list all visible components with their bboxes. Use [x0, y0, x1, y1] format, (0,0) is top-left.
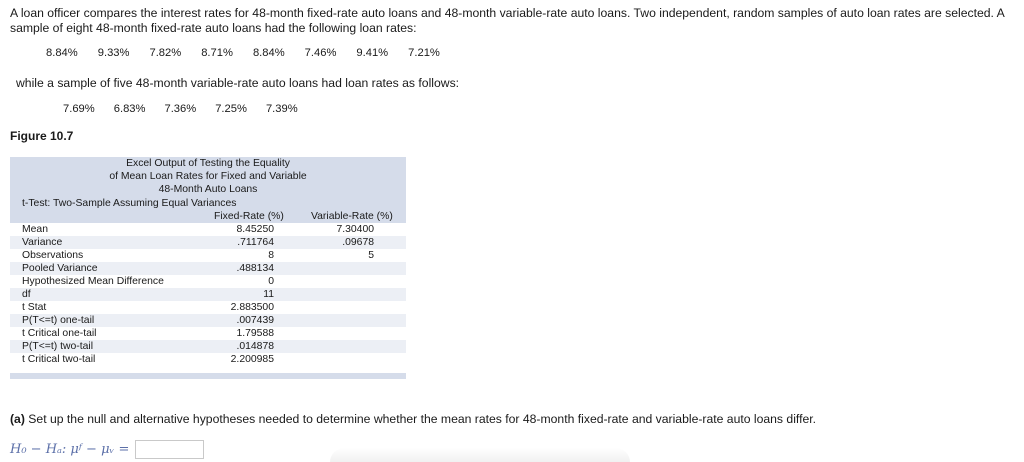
problem-intro: A loan officer compares the interest rates for 48-month fixed-rate auto loans and 48-month variable-rate auto loans. Two independent, random samples of auto loan rates are selected. A sample of eight 48-month fixed-rate auto loans had the following loan rates:	[10, 6, 1005, 35]
hypothesis-answer-input[interactable]	[135, 440, 204, 459]
bottom-fade	[330, 448, 630, 462]
stat-label: Mean	[22, 224, 48, 235]
hypothesis-label: H₀ − Hₐ: μᶠ − μᵥ =	[10, 442, 130, 457]
fixed-rate-value: 8.71%	[201, 47, 233, 59]
stat-label: P(T<=t) one-tail	[22, 315, 95, 326]
stat-fixed-value: 11	[263, 289, 274, 300]
stat-fixed-value: 8.45250	[236, 224, 274, 235]
fixed-rate-value: 7.82%	[149, 47, 182, 59]
excel-footer-band	[10, 373, 406, 379]
stat-label: t Stat	[22, 302, 47, 313]
excel-title-line: 48-Month Auto Loans	[158, 184, 258, 195]
stat-label: Observations	[22, 250, 84, 261]
column-header-fixed: Fixed-Rate (%)	[214, 211, 284, 222]
excel-title	[10, 157, 406, 196]
variable-rate-value: 7.39%	[265, 103, 298, 115]
stat-variable-value: 7.30400	[336, 224, 374, 235]
stat-label: t Critical two-tail	[22, 354, 96, 365]
variable-rate-value: 7.25%	[215, 103, 247, 115]
stat-fixed-value: 0	[268, 276, 274, 287]
stat-row	[10, 288, 406, 301]
question-a-text: Set up the null and alternative hypotheses needed to determine whether the mean rates for 48-month fixed-rate and variable-rate auto loans differ.	[24, 412, 817, 426]
stat-fixed-value: 2.883500	[230, 302, 274, 313]
stat-row	[10, 340, 406, 353]
stat-fixed-value: .488134	[236, 263, 274, 274]
stat-row	[10, 249, 406, 262]
fixed-rate-value: 9.41%	[356, 47, 389, 59]
fixed-rate-value: 7.21%	[408, 47, 440, 59]
variable-rate-value: 7.69%	[63, 103, 95, 115]
stat-label: df	[22, 289, 31, 300]
variable-intro: while a sample of five 48-month variable-rate auto loans had loan rates as follows:	[16, 76, 460, 90]
stat-fixed-value: 1.79588	[236, 328, 274, 339]
stat-label: Pooled Variance	[22, 263, 98, 274]
figure-label: Figure 10.7	[10, 129, 74, 143]
stat-label: Hypothesized Mean Difference	[22, 276, 164, 287]
stat-row	[10, 275, 406, 288]
stat-variable-value: 5	[368, 250, 374, 261]
stat-row	[10, 353, 406, 366]
stat-variable-value: .09678	[342, 237, 374, 248]
question-a	[10, 412, 816, 426]
fixed-rate-list	[46, 47, 460, 59]
stats-rows	[10, 223, 406, 366]
excel-title-line: of Mean Loan Rates for Fixed and Variable	[109, 171, 307, 182]
stat-row	[10, 327, 406, 340]
stat-row	[10, 236, 406, 249]
stat-fixed-value: .711764	[237, 237, 274, 248]
question-a-prefix: (a)	[10, 412, 25, 426]
stat-row	[10, 223, 406, 236]
test-name: t-Test: Two-Sample Assuming Equal Variances	[22, 198, 237, 209]
stat-row	[10, 314, 406, 327]
stat-row	[10, 301, 406, 314]
hypothesis-row	[10, 440, 204, 459]
stat-fixed-value: 8	[268, 250, 274, 261]
stat-fixed-value: .014878	[236, 341, 274, 352]
excel-title-line: Excel Output of Testing the Equality	[126, 158, 290, 169]
stat-label: P(T<=t) two-tail	[22, 341, 94, 352]
fixed-rate-value: 8.84%	[46, 47, 78, 59]
variable-rate-value: 6.83%	[113, 103, 146, 115]
stat-fixed-value: 2.200985	[230, 354, 274, 365]
fixed-rate-value: 8.84%	[252, 47, 285, 59]
variable-rate-value: 7.36%	[164, 103, 197, 115]
column-header-variable: Variable-Rate (%)	[311, 211, 393, 222]
stat-label: Variance	[22, 237, 63, 248]
excel-output-table	[10, 157, 406, 379]
stat-label: t Critical one-tail	[22, 328, 97, 339]
fixed-rate-value: 9.33%	[97, 47, 130, 59]
stat-fixed-value: .007439	[236, 315, 274, 326]
variable-rate-list	[63, 103, 317, 115]
fixed-rate-value: 7.46%	[304, 47, 337, 59]
stat-row	[10, 262, 406, 275]
